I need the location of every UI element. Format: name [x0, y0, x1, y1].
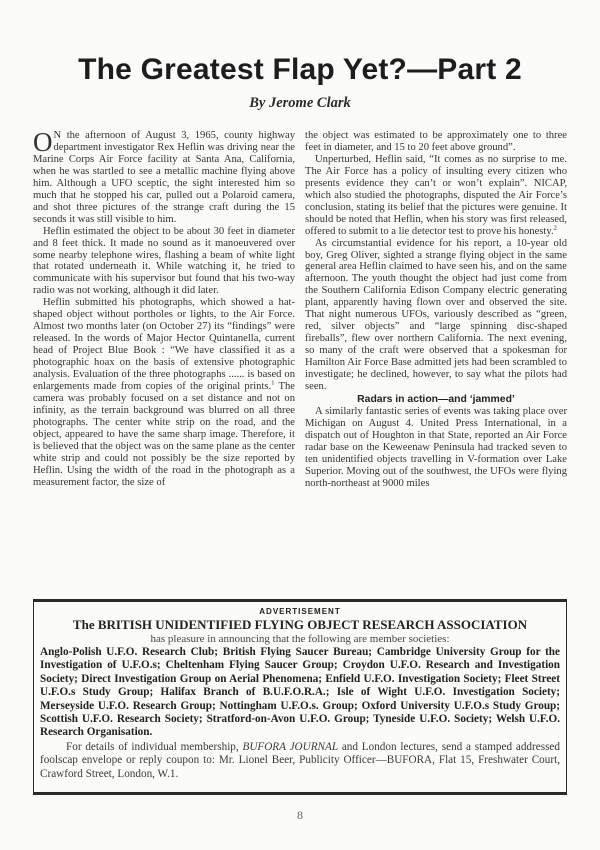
paragraph: Heflin submitted his photographs, which showed a hat-shaped object without portholes or lights, to the Air Force. Almost two months later (on October 27) its “findings” were released. In the words of Major Hector Quintanella, current head of Project Blue Book : “We have classified it as a photographic hoax on the basis of extensive photographic analysis. Evaluation of the three photographs ...... is based on enlargements made from copies of the original prints.$^1$ The camera was probably focused on a set distance and not on infinity, as the terrain background was blurred on all three photographs. The center white strip on the road, and the object, appeared to have the same sharp image. Therefore, it is believed that the object was on the same plane as the center white strip and could not possibly be the size reported by Heflin. Using the width of the road in the photograph as a measurement factor, the size of [33, 297, 295, 488]
article-title: The Greatest Flap Yet?—Part 2 [78, 53, 522, 86]
journal-title: BUFORA JOURNAL [242, 740, 339, 753]
right-column [305, 130, 567, 490]
paragraph: Unperturbed, Heflin said, “It comes as no surprise to me. The Air Force has a policy of insulting every citizen who presents evidence they can’t or won’t explain”. NICAP, which also studied the photographs, disputed the Air Force’s conclusion, stating its belief that the pictures were genuine. It should be noted that Heflin, when his story was first released, offered to submit to a lie detector test to prove his honesty.$^2$ [305, 153, 567, 237]
article-byline: By Jerome Clark [249, 95, 351, 111]
footnote-mark: 1 [271, 379, 275, 387]
paragraph: the object was estimated to be approximately one to three feet in diameter, and 15 to 20 feet above ground”. [305, 130, 567, 153]
footnote-mark: 2 [553, 224, 557, 232]
advertisement-contact: For details of individual membership, BUFORA JOURNAL and London lectures, send a stamped addressed foolscap envelope or reply coupon to: Mr. Lionel Beer, Publicity Officer—BUFORA, Flat 15, Freshwater Court, Crawford Street, London, W.1. [40, 740, 560, 780]
section-subheading: Radars in action—and ‘jammed’ [357, 393, 515, 405]
page-number: 8 [297, 808, 303, 822]
advertisement-intro: has pleasure in announcing that the following are member societies: [150, 633, 450, 645]
advertisement-label: ADVERTISEMENT [259, 607, 341, 616]
advertisement-heading: The BRITISH UNIDENTIFIED FLYING OBJECT RESEARCH ASSOCIATION [72, 617, 528, 632]
member-societies-list: Anglo-Polish U.F.O. Research Club; British Flying Saucer Bureau; Cambridge University Group for the Investigation of U.F.O.s; Cheltenham Flying Saucer Group; Croydon U.F.O. Research and Investigation Society; Direct Investigation Group on Aerial Phenomena; Enfield U.F.O. Investigation Society; Fleet Street U.F.O.s Study Group; Halifax Branch of B.U.F.O.R.A.; Isle of Wight U.F.O. Investigation Society; Merseyside U.F.O. Research Group; Nottingham U.F.O.s. Group; Oxford University U.F.O.s Study Group; Scottish U.F.O. Research Society; Stratford-on-Avon U.F.O. Group; Tyneside U.F.O. Society; Welsh U.F.O. Research Organisation. [40, 646, 560, 739]
paragraph: As circumstantial evidence for his report, a 10-year old boy, Greg Oliver, sighted a strange flying object in the same general area Heflin claimed to have seen his, and on the same afternoon. The youth thought the object had just come from the Southern California Edison Company electric generating plant, apparently having flown over and observed the site. That night numerous UFOs, variously described as “green, red, silver objects” and “large spinning disc-shaped fireballs”, flew over northern California. The next evening, so many of the craft were observed that a spokesman for Hamilton Air Force Base admitted jets had been scrambled to investigate; he declined, however, to say what the pilots had seen. [305, 237, 567, 393]
paragraph: O N the afternoon of August 3, 1965, county highway department investigator Rex Heflin was driving near the Marine Corps Air Force facility at Santa Ana, California, when he was startled to see a metallic machine flying above him. Although a UFO sceptic, the sight interested him so much that he stopped his car, pulled out a Polaroid camera, and shot three pictures of the strange craft during the 15 seconds it was still visible to him. [33, 127, 295, 225]
paragraph: A similarly fantastic series of events was taking place over Michigan on August 4. United Press International, in a dispatch out of Houghton in that State, reported an Air Force radar base on the Keweenaw Peninsula had tracked seven to ten unidentified objects travelling in V-formation over Lake Superior. Moving out of the southwest, the UFOs were flying north-northeast at 9000 miles [305, 405, 567, 489]
advertisement-box [33, 599, 567, 795]
paragraph: Heflin estimated the object to be about 30 feet in diameter and 8 feet thick. It made no sound as it manoeuvered over some nearby telephone wires, flashing a beam of white light that rotated underneath it. While watching it, he tried to communicate with his supervisor but found that his two-way radio was not working, although it did later. [33, 225, 295, 297]
drop-cap: O [33, 127, 53, 157]
left-column [33, 127, 295, 489]
